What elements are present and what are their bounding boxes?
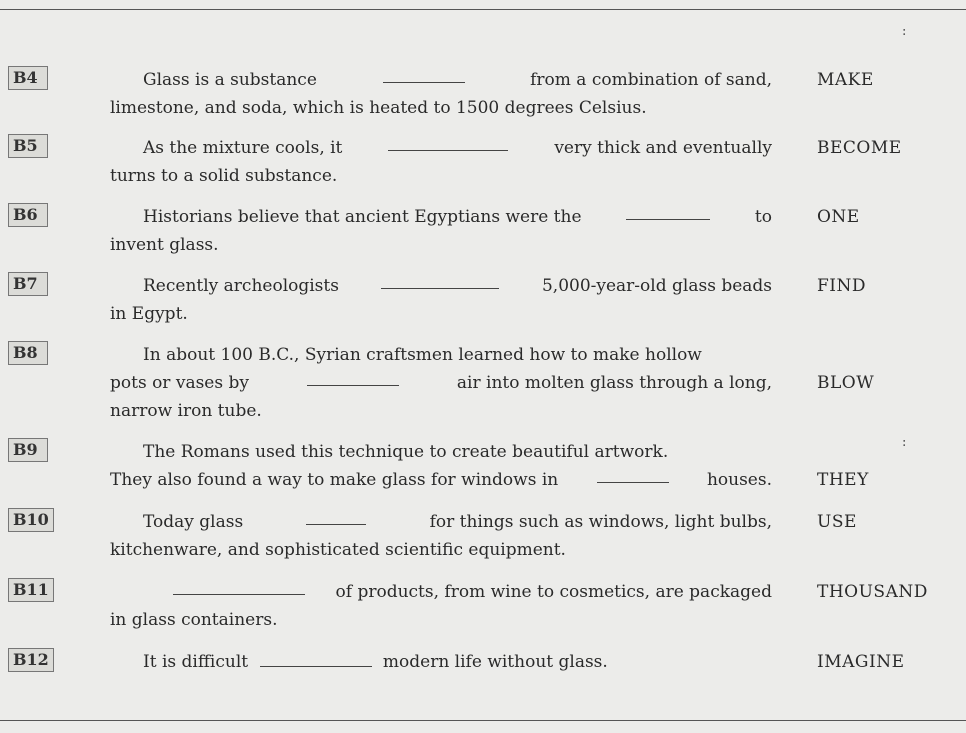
item-number: B5 (8, 134, 48, 158)
answer-gap[interactable] (173, 578, 305, 595)
text-line (110, 648, 772, 676)
text-after-gap: air into molten glass through a long, (456, 373, 772, 393)
text-line (110, 203, 772, 231)
text-line (110, 272, 772, 300)
text-before-gap: Historians believe that ancient Egyptians were the (143, 207, 582, 227)
text-line: narrow iron tube. (110, 401, 262, 421)
item-number: B8 (8, 341, 48, 365)
text-line (110, 508, 772, 536)
answer-gap[interactable] (260, 650, 372, 667)
text-line: In about 100 B.C., Syrian craftsmen learned how to make hollow (143, 345, 702, 365)
item-text (110, 341, 772, 425)
item-text (110, 134, 772, 190)
decorative-colon-mark: : (902, 24, 907, 39)
item-text (110, 438, 772, 494)
text-before-gap: Glass is a substance (143, 70, 317, 90)
bottom-rule (0, 720, 966, 721)
text-after-gap: to (754, 207, 772, 227)
item-text (110, 203, 772, 259)
text-line (110, 66, 772, 94)
text-after-gap: houses. (706, 470, 772, 490)
text-before-gap: As the mixture cools, it (143, 138, 343, 158)
item-text (110, 66, 772, 122)
text-line: turns to a solid substance. (110, 166, 338, 186)
key-word: FIND (817, 276, 867, 296)
item-number: B12 (8, 648, 54, 672)
decorative-colon-mark: : (902, 435, 907, 450)
item-number: B9 (8, 438, 48, 462)
text-after-gap: 5,000-year-old glass beads (541, 276, 772, 296)
item-text (110, 648, 772, 676)
text-line (110, 369, 772, 397)
answer-gap[interactable] (383, 66, 465, 83)
text-after-gap: from a combination of sand, (530, 70, 772, 90)
top-rule (0, 9, 966, 10)
key-word: IMAGINE (817, 652, 905, 672)
text-line (110, 578, 772, 606)
item-number: B11 (8, 578, 54, 602)
text-before-gap: pots or vases by (110, 373, 249, 393)
text-line: limestone, and soda, which is heated to 1500 degrees Celsius. (110, 98, 647, 118)
text-line: kitchenware, and sophisticated scientific equipment. (110, 540, 566, 560)
text-before-gap: They also found a way to make glass for windows in (110, 470, 559, 490)
text-before-gap: It is difficult (143, 652, 249, 672)
text-line (110, 134, 772, 162)
key-word: THOUSAND (817, 582, 928, 602)
text-line: in glass containers. (110, 610, 278, 630)
answer-gap[interactable] (626, 203, 710, 220)
answer-gap[interactable] (388, 134, 508, 151)
key-word: BECOME (817, 138, 902, 158)
text-after-gap: very thick and eventually (554, 138, 772, 158)
key-word: ONE (817, 207, 860, 227)
text-line: The Romans used this technique to create beautiful artwork. (143, 442, 669, 462)
text-before-gap: Today glass (143, 512, 244, 532)
item-text (110, 508, 772, 564)
text-line (110, 466, 772, 494)
text-after-gap: of products, from wine to cosmetics, are packaged (335, 582, 772, 602)
key-word: USE (817, 512, 857, 532)
item-number: B10 (8, 508, 54, 532)
item-number: B4 (8, 66, 48, 90)
answer-gap[interactable] (597, 466, 669, 483)
text-line: in Egypt. (110, 304, 188, 324)
text-after-gap: modern life without glass. (382, 652, 608, 672)
key-word: BLOW (817, 373, 875, 393)
item-number: B6 (8, 203, 48, 227)
text-after-gap: for things such as windows, light bulbs, (429, 512, 772, 532)
key-word: THEY (817, 470, 869, 490)
item-number: B7 (8, 272, 48, 296)
key-word: MAKE (817, 70, 874, 90)
answer-gap[interactable] (306, 508, 366, 525)
answer-gap[interactable] (381, 272, 499, 289)
item-text (110, 578, 772, 634)
text-before-gap: Recently archeologists (143, 276, 339, 296)
answer-gap[interactable] (307, 369, 399, 386)
text-line: invent glass. (110, 235, 219, 255)
item-text (110, 272, 772, 328)
